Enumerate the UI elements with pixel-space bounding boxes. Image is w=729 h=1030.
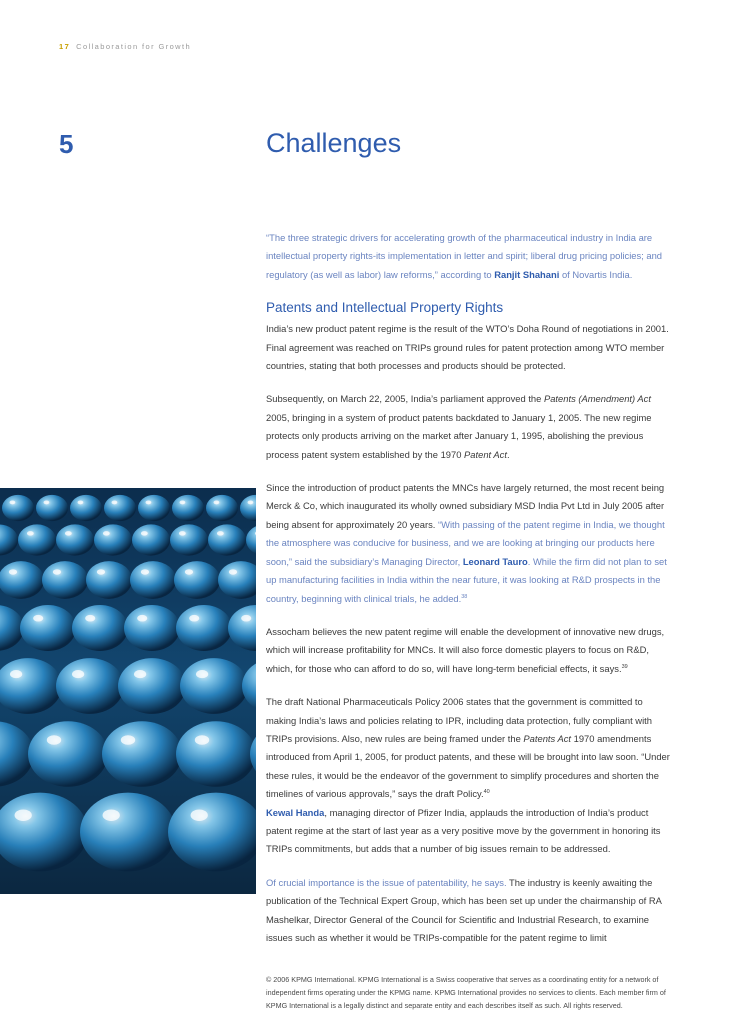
p2-text-a: Subsequently, on March 22, 2005, India’s parliament approved the <box>266 393 544 405</box>
glass-sphere <box>246 524 256 555</box>
sphere-highlight <box>65 531 72 536</box>
glass-sphere <box>218 561 256 599</box>
paragraph-2 <box>266 390 670 464</box>
running-header <box>59 42 191 51</box>
glass-sphere <box>42 561 88 599</box>
chapter-title: Challenges <box>266 128 402 158</box>
glass-sphere <box>228 605 256 651</box>
sphere-highlight <box>9 569 17 575</box>
glass-sphere <box>208 524 246 555</box>
paragraph-1: India’s new product patent regime is the result of the WTO’s Doha Round of negotiations in 2001. Final agreement was reached on TRIPs ground rules for patent protection among WTO member countries, stating that both processes and products should be protected. <box>266 323 669 372</box>
p2-italic-patent-act: Patent Act <box>464 448 507 460</box>
sphere-highlight <box>97 569 105 575</box>
sphere-highlight <box>180 500 186 504</box>
glass-sphere <box>172 495 204 521</box>
sphere-highlight <box>44 500 50 504</box>
paragraph-5 <box>266 693 670 859</box>
p2-italic-act: Patents (Amendment) Act <box>543 393 651 405</box>
sphere-highlight <box>179 531 186 536</box>
glass-sphere <box>2 495 34 521</box>
sphere-highlight <box>248 500 254 504</box>
footnote-ref-39: 39 <box>621 663 628 670</box>
chapter-number: 5 <box>59 129 74 159</box>
p5-text-c: , managing director of Pfizer India, applauds the introduction of India’s product patent regime at the start of last year as a very positive move by the government in honoring its TRIPs commitments, but adds that a number of big issues remain to be addressed. <box>266 806 661 855</box>
sphere-highlight <box>33 615 43 622</box>
glass-sphere <box>0 793 88 872</box>
glass-sphere <box>56 524 94 555</box>
glass-sphere <box>28 721 108 787</box>
sphere-highlight <box>214 500 220 504</box>
sphere-highlight <box>185 569 193 575</box>
sphere-highlight <box>72 670 84 678</box>
glass-sphere <box>0 524 18 555</box>
p5-text-a: The draft National Pharmaceuticals Policy 2006 states that the government is committed to making India’s laws and policies relating to IPR, including data protection, fully compliant with TRIPs provisions. Also, new rules are being framed under the <box>266 696 652 744</box>
glass-sphere <box>206 495 238 521</box>
glass-sphere <box>174 561 220 599</box>
intro-person: Ranjit Shahani <box>494 268 560 280</box>
p4-text: Assocham believes the new patent regime will enable the development of innovative new drugs, which will increase profitability for MNCs. It will also force domestic players to focus on R&D, which, for those who can afford to do so, will have long-term beneficial effects, it says. <box>266 625 665 674</box>
glass-sphere <box>118 658 186 714</box>
sphere-highlight <box>103 531 110 536</box>
body-column <box>266 229 670 962</box>
spheres-illustration <box>0 488 256 894</box>
p3-quote-a: “With passing of the patent regime in India, we thought the atmosphere was conducive for business, and we are looking at bringing our products here soon,” said the subsidiary’s Managing Director, <box>266 518 665 567</box>
p5-italic-patents-act: Patents Act <box>523 732 572 744</box>
paragraph-3 <box>266 479 670 608</box>
sphere-highlight <box>196 670 208 678</box>
glass-sphere <box>124 605 180 651</box>
p3-quote-b: . While the firm did not plan to set up manufacturing facilities in India within the near future, it was looking at R&D prospects in the country, beginning with clinical trials, he added. <box>266 555 667 604</box>
glass-sphere <box>36 495 68 521</box>
glass-sphere <box>0 561 44 599</box>
sphere-highlight <box>241 615 251 622</box>
sphere-highlight <box>47 735 61 745</box>
p5-text-b: 1970 amendments introduced from April 1, 2005, for product patents, and these will be brought into law soon. “Under these rules, it would be the endeavor of the government to simplify procedures and shorten the timelines of various approvals,” says the draft Policy. <box>266 732 670 800</box>
sphere-highlight <box>141 531 148 536</box>
glass-sphere <box>132 524 170 555</box>
sphere-highlight <box>121 735 135 745</box>
sphere-highlight <box>191 809 208 821</box>
sphere-highlight <box>112 500 118 504</box>
p6-quote: Of crucial importance is the issue of patentability, he says. <box>266 876 507 888</box>
glass-sphere <box>102 721 182 787</box>
footnote-ref-38: 38 <box>461 593 468 600</box>
glass-sphere <box>176 605 232 651</box>
sphere-highlight <box>137 615 147 622</box>
sphere-highlight <box>217 531 224 536</box>
sphere-highlight <box>134 670 146 678</box>
glass-sphere <box>72 605 128 651</box>
sphere-highlight <box>78 500 84 504</box>
p3-text-a: Since the introduction of product patents the MNCs have largely returned, the most recent being Merck & Co, which inaugurated its wholly owned subsidiary MSD India Pvt Ltd in July 2005 after being absent for approximately 20 years. <box>266 482 665 530</box>
glass-sphere <box>18 524 56 555</box>
sphere-highlight <box>146 500 152 504</box>
glass-sphere <box>168 793 256 872</box>
intro-paragraph <box>266 229 670 284</box>
section-heading: Patents and Intellectual Property Rights <box>266 300 504 316</box>
sphere-highlight <box>10 500 16 504</box>
sphere-highlight <box>10 670 22 678</box>
sphere-highlight <box>53 569 61 575</box>
p6-text: The industry is keenly awaiting the publication of the Technical Expert Group, which has been set up under the chairmanship of RA Mashelkar, Director General of the Council for Scientific and Industrial Research, to examine issues such as whether it would be TRIPs-compatible for the patent regime to limit <box>266 876 662 943</box>
glass-sphere <box>170 524 208 555</box>
glass-sphere <box>130 561 176 599</box>
glass-sphere <box>86 561 132 599</box>
sphere-highlight <box>85 615 95 622</box>
running-title: Collaboration for Growth <box>76 42 192 51</box>
sphere-highlight <box>27 531 34 536</box>
p2-text-b: 2005, bringing in a system of product patents backdated to January 1, 2005. The new regime protects only products arriving on the market after January 1, 1995, abolishing the previous process patent system established by the 1970 <box>266 411 652 460</box>
glass-sphere <box>250 721 256 787</box>
glass-sphere <box>176 721 256 787</box>
intro-quote: “The three strategic drivers for accelerating growth of the pharmaceutical industry in India are intellectual property rights-its implementation in letter and spirit; liberal drug pricing policies; and regulatory (as well as labor) law reforms,” according to <box>266 232 663 280</box>
glass-sphere <box>180 658 248 714</box>
glass-sphere <box>104 495 136 521</box>
intro-tail: of Novartis India. <box>559 268 633 280</box>
sphere-highlight <box>103 809 120 821</box>
glass-sphere <box>20 605 76 651</box>
sphere-highlight <box>189 615 199 622</box>
p3-person: Leonard Tauro <box>462 555 528 567</box>
legal-footer: © 2006 KPMG International. KPMG International is a Swiss cooperative that serves as a coordinating entity for a network of independent firms operating under the KPMG name. KPMG International provides no services to clients. Each member firm of KPMG International is a legally distinct and separate entity and each describes itself as such. All rights reserved. <box>266 975 666 1010</box>
p5-person: Kewal Handa <box>266 806 325 818</box>
glass-sphere <box>240 495 256 521</box>
sphere-highlight <box>229 569 237 575</box>
glass-sphere <box>0 658 62 714</box>
glass-sphere <box>70 495 102 521</box>
glass-sphere <box>138 495 170 521</box>
paragraph-4 <box>266 623 670 678</box>
page-number: 17 <box>59 42 71 51</box>
paragraph-6 <box>266 874 670 948</box>
glass-sphere <box>80 793 176 872</box>
sphere-highlight <box>15 809 32 821</box>
footnote-ref-40: 40 <box>483 789 490 796</box>
p2-text-c: . <box>506 448 510 460</box>
glass-sphere <box>56 658 124 714</box>
glass-spheres-photo <box>0 488 256 894</box>
glass-sphere <box>242 658 256 714</box>
sphere-highlight <box>195 735 209 745</box>
glass-sphere <box>94 524 132 555</box>
sphere-highlight <box>141 569 149 575</box>
